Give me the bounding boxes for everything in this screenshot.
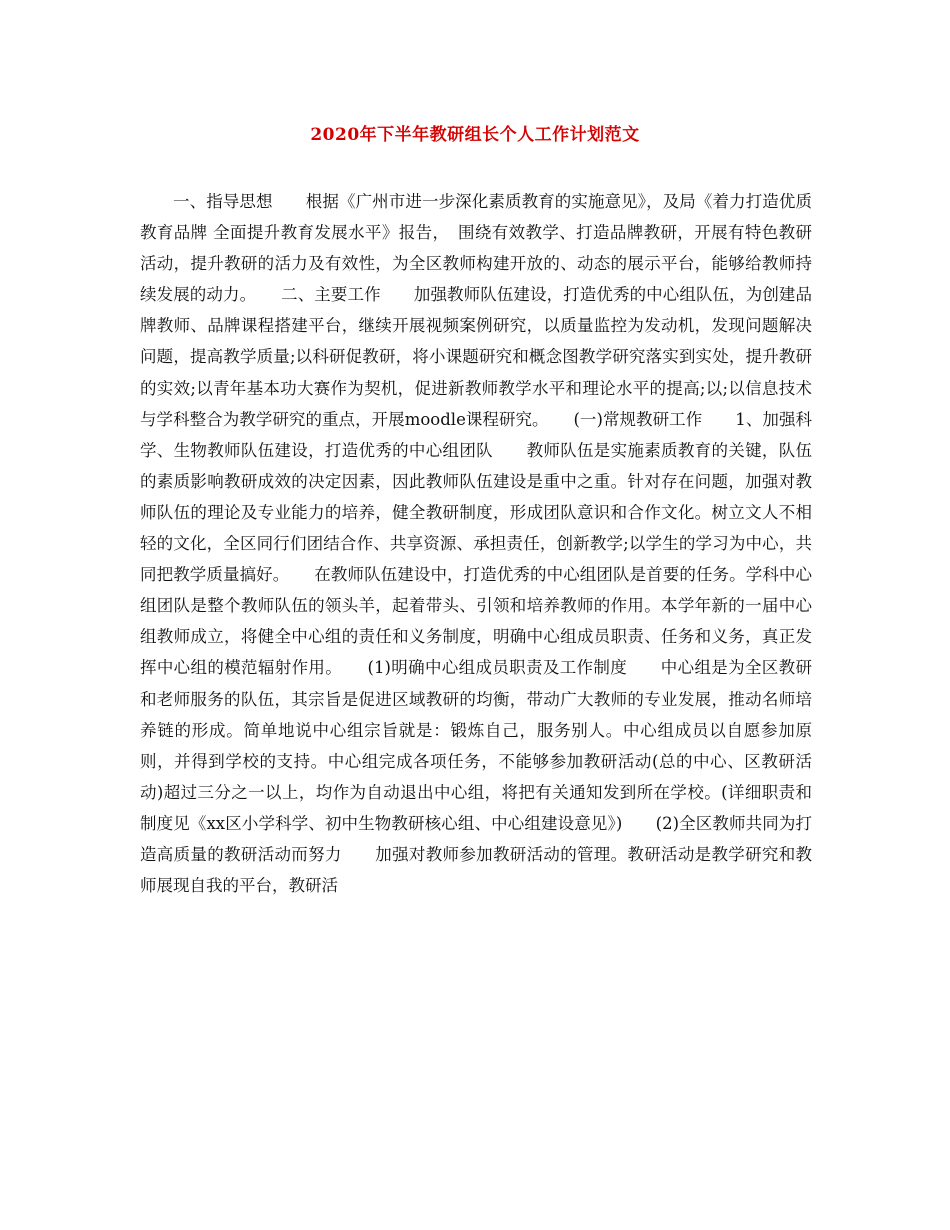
document-body-paragraph: 一、指导思想 根据《广州市进一步深化素质教育的实施意见》，及局《着力打造优质教育品牌 全面提升教育发展水平》报告， 围绕有效教学、打造品牌教研，开展有特色教研活动，提升教研的活力及有效性，为全区教师构建开放的、动态的展示平台，能够给教师持续发展的动力。 二、主要工作 加强教师队伍建设，打造优秀的中心组队伍，为创建品牌教师、品牌课程搭建平台，继续开展视频案例研究，以质量监控为发动机，发现问题解决问题，提高教学质量;以科研促教研，将小课题研究和概念图教学研究落实到实处，提升教研的实效;以青年基本功大赛作为契机，促进新教师教学水平和理论水平的提高;以;以信息技术与学科整合为教学研究的重点，开展moodle课程研究。 (一)常规教研工作 1、加强科学、生物教师队伍建设，打造优秀的中心组团队 教师队伍是实施素质教育的关键，队伍的素质影响教研成效的决定因素，因此教师队伍建设是重中之重。针对存在问题，加强对教师队伍的理论及专业能力的培养，健全教研制度，形成团队意识和合作文化。树立文人不相轻的文化，全区同行们团结合作、共享资源、承担责任，创新教学;以学生的学习为中心，共同把教学质量搞好。 在教师队伍建设中，打造优秀的中心组团队是首要的任务。学科中心组团队是整个教师队伍的领头羊，起着带头、引领和培养教师的作用。本学年新的一届中心组教师成立，将健全中心组的责任和义务制度，明确中心组成员职责、任务和义务，真正发挥中心组的模范辐射作用。 (1)明确中心组成员职责及工作制度 中心组是为全区教研和老师服务的队伍，其宗旨是促进区域教研的均衡，带动广大教师的专业发展，推动名师培养链的形成。简单地说中心组宗旨就是：锻炼自己，服务别人。中心组成员以自愿参加原则，并得到学校的支持。中心组完成各项任务，不能够参加教研活动(总的中心、区教研活动)超过三分之一以上，均作为自动退出中心组，将把有关通知发到所在学校。(详细职责和制度见《xx区小学科学、初中生物教研核心组、中心组建设意见》) (2)全区教师共同为打造高质量的教研活动而努力 加强对教师参加教研活动的管理。教研活动是教学研究和教师展现自我的平台，教研活 [140, 192, 812, 896]
document-title: 2020年下半年教研组长个人工作计划范文 [310, 125, 640, 145]
